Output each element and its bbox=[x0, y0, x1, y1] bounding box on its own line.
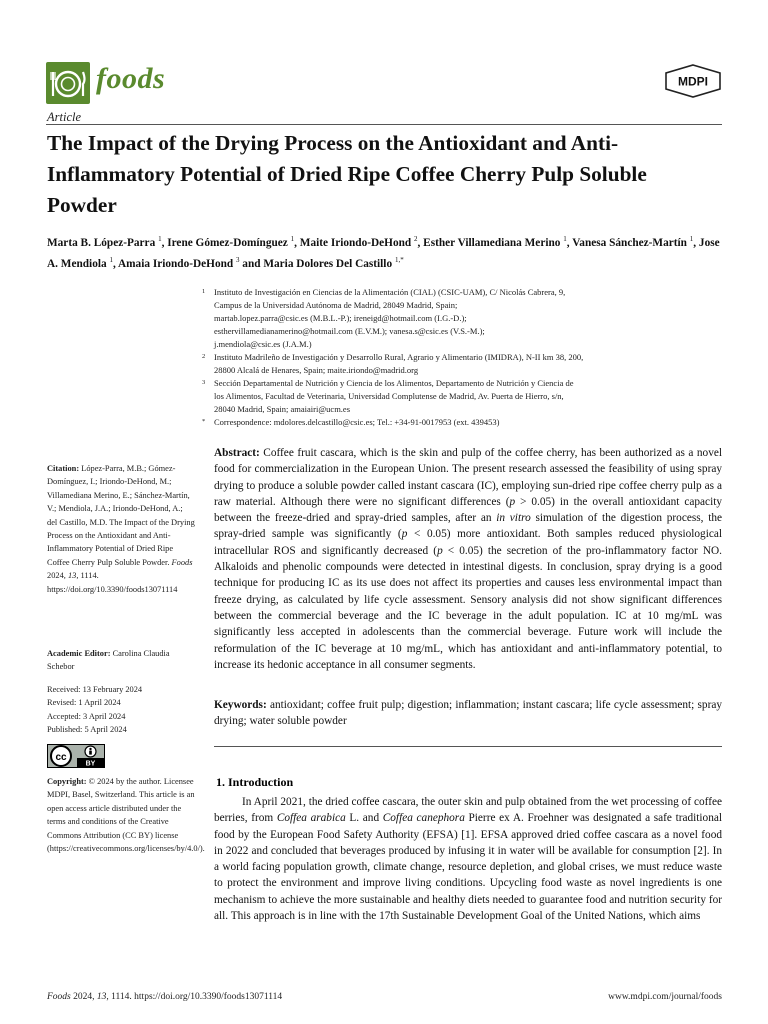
date-accepted: Accepted: 3 April 2024 bbox=[47, 711, 126, 721]
affiliation-line: Sección Departamental de Nutrición y Ciencia de los Alimentos, Departamento de Nutrición y Ciencia de bbox=[214, 378, 574, 388]
keywords-text: antioxidant; coffee fruit pulp; digestion; inflammation; instant cascara; life cycle assessment; spray drying; water soluble powder bbox=[214, 699, 722, 728]
affiliation-item bbox=[202, 377, 724, 416]
author-name[interactable]: Amaia Iriondo-DeHond bbox=[117, 257, 236, 270]
introduction-run: In April 2021, the dried coffee cascara, the outer skin and pulp obtained from the wet processing of coffee berries, from bbox=[214, 796, 722, 825]
citation-run: Foods bbox=[171, 557, 193, 567]
abstract bbox=[214, 445, 722, 673]
affiliation-line: 28800 Alcalá de Henares, Spain; maite.iriondo@madrid.org bbox=[214, 365, 419, 375]
citation-run: , 1114. https://doi.org/10.3390/foods13071114 bbox=[47, 571, 178, 594]
affiliation-line: esthervillamedianamerino@hotmail.com (E.V.M.); vanesa.s@csic.es (V.S.-M.); bbox=[214, 326, 485, 336]
author-affiliation-marker: 3 bbox=[235, 255, 240, 264]
author-affiliation-marker: 2 bbox=[414, 235, 418, 243]
abstract-text bbox=[214, 447, 722, 671]
publisher-name: MDPI bbox=[678, 74, 708, 89]
copyright-label: Copyright: bbox=[47, 777, 87, 786]
abstract-run: simulation of the digestion process, the spray-dried sample was significantly ( bbox=[214, 512, 723, 541]
citation-run: López-Parra, M.B.; Gómez-Domínguez, I.; Iriondo-DeHond, M.; Villamediana Merino, E.; Sánchez-Martín, V.; Mendiola, J.A.; Iriondo-DeHond, A.; del Castillo, M.D. The Impact of the Drying Process on the Antioxidant and Anti-Inflammatory Potential of Dried Ripe Coffee Cherry Pulp Soluble Powder. bbox=[47, 464, 195, 567]
introduction-run: Pierre ex A. Froehner was designated a safe traditional food by the European Food Safety Authority (EFSA) [1]. EFSA approved dried coffee cascara as a novel food in 2022 and concluded that beverages produced by infusing it in water will be available for consumption [2]. In a world facing population growth, climate change, resource depletion, and global crises, we must reduce waste to protect the environment and improve living conditions. Upcycling food waste as novel ingredients is one mechanism to achieve the more sustainable and healthy diets needed to guarantee food and nutrition security for all. This approach is in line with the 17th Sustainable Development Goal of the United Nations, which aims bbox=[214, 812, 722, 923]
academic-editor bbox=[47, 647, 195, 674]
author-name[interactable]: Esther Villamediana Merino bbox=[423, 236, 564, 249]
author-name[interactable]: Maite Iriondo-DeHond bbox=[299, 236, 415, 249]
copyright-block bbox=[47, 775, 205, 855]
abstract-run: p bbox=[437, 544, 443, 557]
abstract-label: Abstract: bbox=[214, 447, 260, 459]
abstract-run: in vitro bbox=[496, 512, 531, 525]
introduction-heading: 1. Introduction bbox=[216, 775, 294, 789]
keywords bbox=[214, 697, 722, 730]
introduction-run: Coffea canephora bbox=[382, 812, 465, 825]
cc-by-license-icon[interactable] bbox=[47, 744, 105, 768]
footer-volume: 13 bbox=[96, 992, 107, 1002]
cc-text: cc bbox=[55, 752, 67, 763]
editor-name: Carolina Claudia Schebor bbox=[47, 649, 170, 672]
abstract-run: Coffee fruit cascara, which is the skin and pulp of the coffee cherry, has been authorized as a novel food for commercialization in the European Union. The present research assessed the feasibility of using spray drying to produce a soluble powder called instant cascara (IC), employing sun-dried ripe coffee cherry pulp as a raw material. Although there were no significant differences ( bbox=[214, 447, 722, 508]
author-affiliation-marker: 1 bbox=[689, 235, 694, 243]
affiliation-number: * bbox=[202, 418, 206, 425]
affiliation-item bbox=[202, 416, 724, 429]
citation-label: Citation: bbox=[47, 464, 80, 473]
introduction-run: L. and bbox=[345, 812, 383, 825]
citation-text bbox=[47, 464, 195, 594]
introduction-run: Coffea arabica bbox=[276, 812, 346, 825]
footer-journal-url[interactable]: www.mdpi.com/journal/foods bbox=[608, 992, 722, 1002]
author-name[interactable]: Marta B. López-Parra bbox=[47, 236, 159, 249]
affiliation-number: 1 bbox=[202, 288, 206, 295]
author-name[interactable]: Irene Gómez-Domínguez bbox=[167, 236, 291, 249]
date-revised: Revised: 1 April 2024 bbox=[47, 698, 121, 708]
affiliation-line: los Alimentos, Facultad de Veterinaria, Universidad Complutense de Madrid, Av. Puerta de Hierro, s/n, bbox=[214, 391, 564, 401]
abstract-run: < 0.05) the secretion of the pro-inflammatory factor NO. Alkaloids and phenolic compounds were detected in intestinal digests. In conclusion, spray drying is a good technique for producing IC as its use does not affect its properties and causes less environmental impact than freeze drying, as calculated by life cycle assessment. Sensory analysis did not show significant differences between the commercial beverage and the IC beverage in the adult population. IC at 10 mg/mL was significantly less accepted in adolescents than the commercial beverage. Future work will include the reformulation of the IC beverage at 10 mg/mL, which has antioxidant and anti-inflammatory potential, to increase its hedonic acceptance in all consumer segments. bbox=[214, 544, 722, 671]
abstract-run: p bbox=[401, 528, 408, 541]
author-list: Marta B. López-Parra $^1$, Irene Gómez-Domínguez $^1$, Maite Iriondo-DeHond $^2$, Esther Villamediana Merino $^1$, Vanesa Sánchez-Martín $^1$, Jose A. Mendiola $^1$, Amaia Iriondo-DeHond $^3$ and Maria Dolores Del Castillo $^{1,*}$ bbox=[47, 235, 720, 270]
citation-block bbox=[47, 462, 195, 596]
header-divider bbox=[46, 124, 722, 125]
copyright-text: © 2024 by the author. Licensee MDPI, Basel, Switzerland. This article is an open access article distributed under the terms and conditions of the Creative Commons Attribution (CC BY) license (https://creativecommons.org/licenses/by/4.0/). bbox=[47, 777, 205, 854]
author-name[interactable]: Jose A. Mendiola bbox=[47, 236, 720, 270]
abstract-run: > 0.05) in the overall antioxidant capacity between the freeze-dried and spray-dried samples, after an bbox=[214, 495, 722, 525]
date-received: Received: 13 February 2024 bbox=[47, 685, 143, 694]
abstract-run: < 0.05) more antioxidant. Both samples reduced physiological intracellular ROS and significantly decreased ( bbox=[214, 528, 723, 557]
footer-journal: Foods bbox=[47, 992, 71, 1002]
affiliation-line: 28040 Madrid, Spain; amaiairi@ucm.es bbox=[214, 404, 351, 414]
affiliation-number: 3 bbox=[202, 379, 206, 386]
footer-doi[interactable]: , 1114. https://doi.org/10.3390/foods13071114 bbox=[106, 992, 283, 1002]
author-name[interactable]: Maria Dolores Del Castillo bbox=[263, 257, 395, 270]
affiliation-item bbox=[202, 351, 724, 377]
editor-label: Academic Editor: bbox=[47, 649, 111, 658]
author-affiliation-marker: 1 bbox=[109, 255, 113, 264]
affiliation-number: 2 bbox=[202, 353, 206, 360]
by-text: BY bbox=[85, 760, 96, 768]
date-published: Published: 5 April 2024 bbox=[47, 725, 127, 735]
journal-logo-icon bbox=[46, 62, 90, 104]
publisher-logo-icon bbox=[664, 64, 722, 98]
author-affiliation-marker: 1 bbox=[158, 235, 162, 243]
author-affiliation-marker: 1 bbox=[290, 235, 295, 243]
article-type: Article bbox=[47, 110, 82, 124]
introduction-text bbox=[214, 794, 722, 924]
affiliation-item bbox=[202, 286, 724, 351]
author-affiliation-marker: 1,* bbox=[394, 255, 404, 264]
citation-run: 2024, bbox=[47, 571, 68, 581]
journal-name: foods bbox=[96, 62, 166, 95]
affiliation-line: Instituto de Investigación en Ciencias de la Alimentación (CIAL) (CSIC-UAM), C/ Nicolás Cabrera, 9, bbox=[214, 287, 566, 297]
article-dates bbox=[47, 683, 195, 737]
paper-title: The Impact of the Drying Process on the Antioxidant and Anti-Inflammatory Potential of Dried Ripe Coffee Cherry Pulp Soluble Powder bbox=[47, 131, 647, 217]
author-affiliation-marker: 1 bbox=[563, 235, 567, 243]
affiliation-line: Campus de la Universidad Autónoma de Madrid, 28049 Madrid, Spain; bbox=[214, 300, 458, 310]
section-divider bbox=[214, 746, 722, 747]
affiliation-line: j.mendiola@csic.es (J.A.M.) bbox=[214, 339, 312, 349]
affiliation-line: Correspondence: mdolores.delcastillo@csic.es; Tel.: +34-91-0017953 (ext. 439453) bbox=[214, 417, 500, 427]
keywords-label: Keywords: bbox=[214, 699, 267, 711]
author-name[interactable]: Vanesa Sánchez-Martín bbox=[572, 236, 690, 249]
affiliation-line: Instituto Madrileño de Investigación y Desarrollo Rural, Agrario y Alimentario (IMIDRA), N-II km 38, 200, bbox=[214, 352, 584, 362]
abstract-run: p bbox=[509, 495, 516, 508]
footer-citation bbox=[47, 992, 282, 1002]
footer-year: 2024, bbox=[70, 992, 97, 1002]
citation-run: 13 bbox=[67, 571, 77, 581]
affiliation-line: martab.lopez.parra@csic.es (M.B.L.-P.); ireneigd@hotmail.com (I.G.-D.); bbox=[214, 313, 467, 323]
